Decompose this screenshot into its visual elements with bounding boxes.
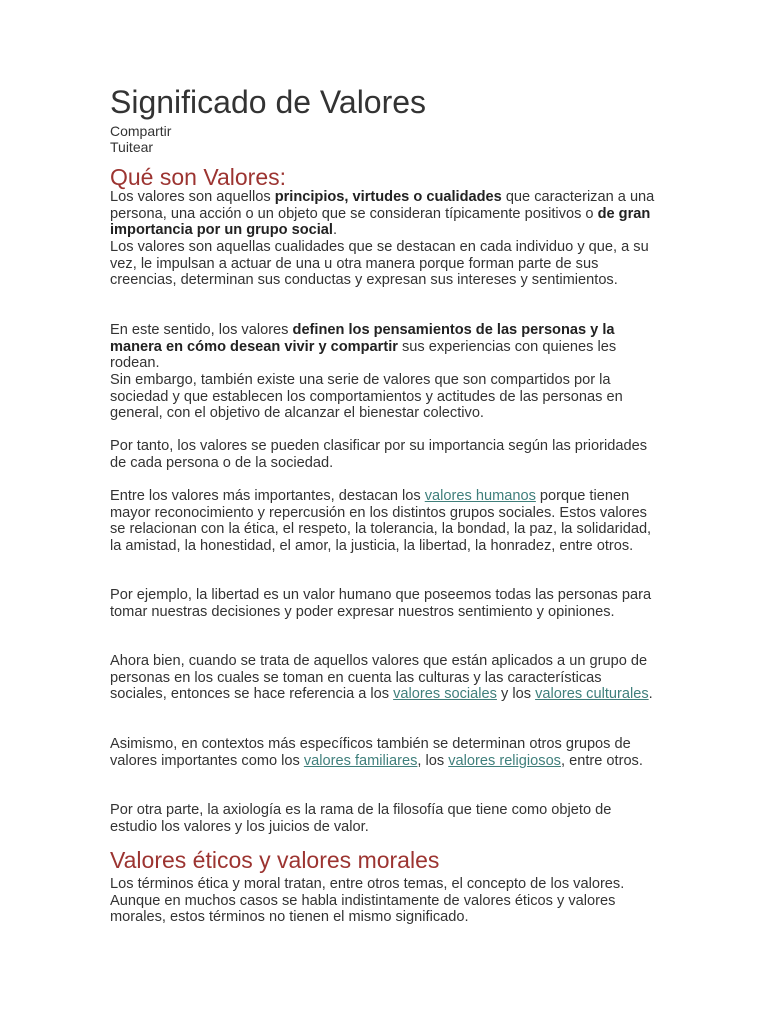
paragraph-text: Los valores son aquellos	[110, 189, 275, 205]
paragraph-text: , entre otros.	[560, 752, 643, 769]
paragraph-2: Los valores son aquellas cualidades que se destacan en cada individuo y que, a su vez, le impulsan a actuar de una u otra manera porque forman parte de sus creencias, determinan sus conductas y expresan sus intereses y sentimientos.	[110, 239, 649, 289]
paragraph-text: porque tienen mayor reconocimiento y repercusión en los distintos grupos sociales. Estos valores se relacionan con la ética, el respeto, la tolerancia, la bondad, la paz, la solidaridad, la amistad, la honestidad, el amor, la justicia, la libertad, la honradez, entre otros.	[110, 488, 652, 554]
link-valores-culturales[interactable]: valores culturales	[535, 686, 649, 703]
paragraph-text: En este sentido, los valores	[110, 322, 293, 338]
paragraph-text: Asimismo, en contextos más específicos también se determinan otros grupos de valores importantes como los	[110, 736, 631, 769]
paragraph-8	[110, 653, 655, 703]
link-valores-humanos[interactable]: valores humanos	[424, 488, 536, 504]
share-tuitear-link[interactable]: Tuitear	[110, 139, 154, 155]
bold-text: principios, virtudes o cualidades	[274, 189, 502, 205]
paragraph-5: Por tanto, los valores se pueden clasificar por su importancia según las prioridades de cada persona o de la sociedad.	[110, 438, 648, 471]
paragraph-9	[110, 736, 655, 769]
page-title: Significado de Valores	[110, 84, 427, 120]
paragraph-text: y los	[496, 686, 536, 703]
paragraph-4: Sin embargo, también existe una serie de valores que son compartidos por la sociedad y que establecen los comportamientos y actitudes de las personas en general, con el objetivo de alcanzar el bienestar colectivo.	[110, 372, 623, 422]
paragraph-11: Los términos ética y moral tratan, entre otros temas, el concepto de los valores. Aunque en muchos casos se habla indistintamente de valores éticos y valores morales, estos términos no tienen el mismo significado.	[110, 876, 625, 926]
paragraph-text: .	[648, 686, 653, 703]
paragraph-10: Por otra parte, la axiología es la rama de la filosofía que tiene como objeto de estudio los valores y los juicios de valor.	[110, 802, 612, 835]
link-valores-familiares[interactable]: valores familiares	[303, 752, 418, 769]
paragraph-text: Ahora bien, cuando se trata de aquellos valores que están aplicados a un grupo de personas en los cuales se toman en cuenta las culturas y las características sociales, entonces se hace referencia a los	[110, 653, 648, 703]
bold-text: definen los pensamientos de las personas y la manera en cómo desean vivir y compartir	[110, 322, 615, 355]
share-compartir-link[interactable]: Compartir	[110, 123, 172, 139]
paragraph-text: , los	[417, 752, 449, 769]
link-valores-sociales[interactable]: valores sociales	[393, 686, 497, 703]
paragraph-1	[110, 189, 655, 239]
paragraph-3	[110, 322, 655, 372]
paragraph-text: que caracterizan a una persona, una acción o un objeto que se consideran típicamente positivos o	[110, 189, 655, 222]
paragraph-7: Por ejemplo, la libertad es un valor humano que poseemos todas las personas para tomar nuestras decisiones y poder expresar nuestros sentimiento y opiniones.	[110, 587, 652, 620]
paragraph-text: sus experiencias con quienes les rodean.	[110, 338, 617, 372]
paragraph-6	[110, 488, 655, 554]
link-valores-religiosos[interactable]: valores religiosos	[448, 752, 561, 769]
paragraph-text: Entre los valores más importantes, destacan los	[110, 488, 425, 504]
paragraph-text: .	[332, 222, 338, 239]
section-heading-valores-eticos: Valores éticos y valores morales	[110, 847, 440, 873]
section-heading-que-son-valores: Qué son Valores:	[110, 164, 287, 190]
bold-text: de gran importancia por un grupo social	[110, 205, 651, 239]
